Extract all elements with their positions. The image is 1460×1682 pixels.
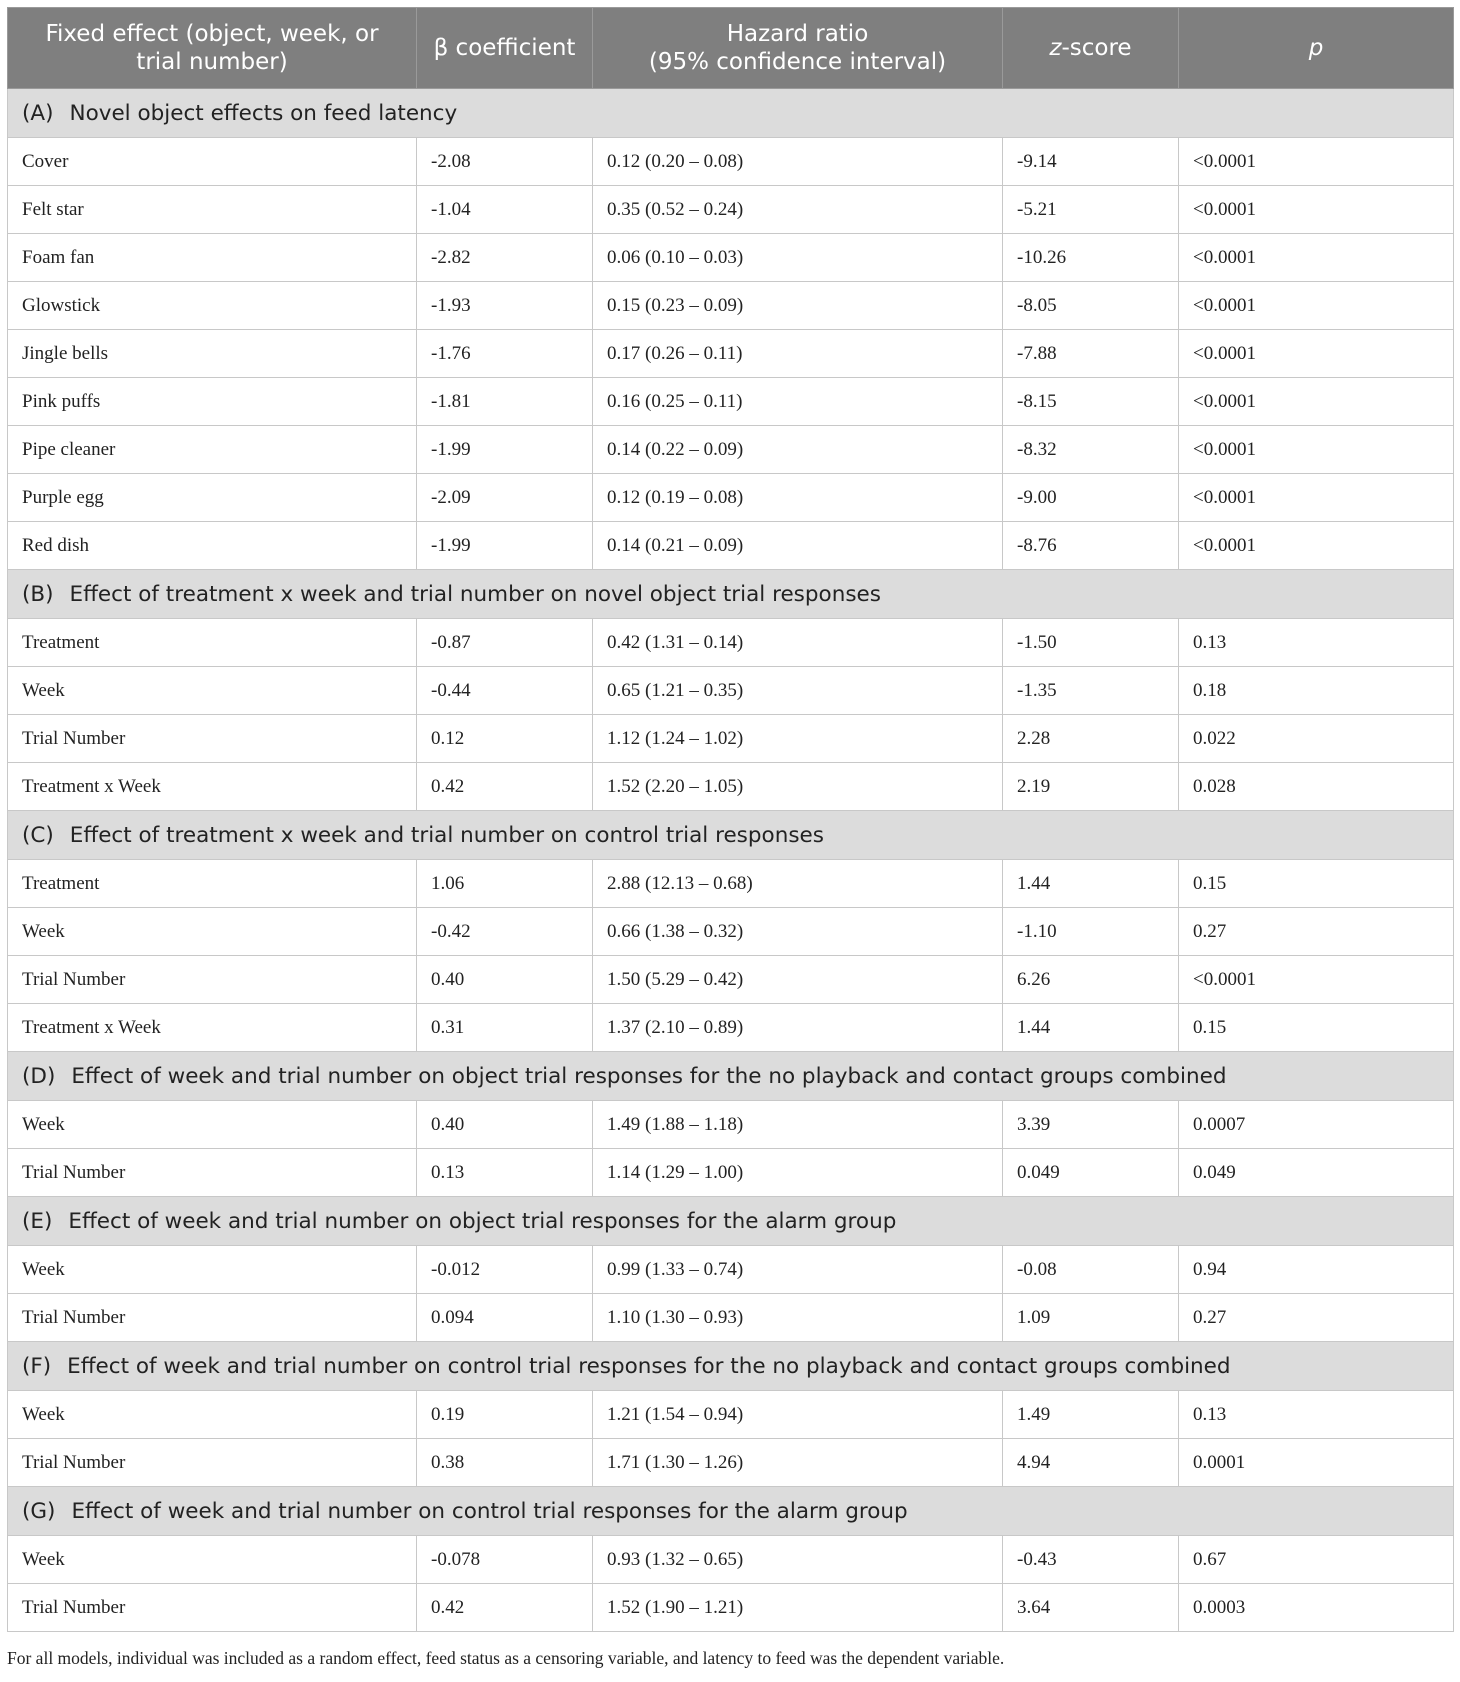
beta-cell: -1.04 [417,186,593,234]
section-heading [8,1487,1454,1536]
table-row [8,908,1454,956]
hazard-ratio-cell: 1.52 (2.20 – 1.05) [593,763,1003,811]
z-score-cell: 3.39 [1003,1101,1179,1149]
section-heading [8,570,1454,619]
table-row [8,474,1454,522]
beta-cell: 0.42 [417,763,593,811]
p-value-cell: <0.0001 [1179,426,1454,474]
hazard-ratio-cell: 0.35 (0.52 – 0.24) [593,186,1003,234]
table-row [8,619,1454,667]
table-row [8,1004,1454,1052]
p-value-cell: 0.27 [1179,908,1454,956]
section-title: Effect of week and trial number on control trial responses for the alarm group [71,1498,908,1524]
section-heading [8,811,1454,860]
hazard-ratio-cell: 1.21 (1.54 – 0.94) [593,1391,1003,1439]
hazard-ratio-cell: 1.14 (1.29 – 1.00) [593,1149,1003,1197]
beta-cell: 0.13 [417,1149,593,1197]
fixed-effect-cell: Purple egg [8,474,417,522]
fixed-effect-cell: Week [8,1246,417,1294]
beta-cell: -0.44 [417,667,593,715]
hazard-ratio-cell: 0.12 (0.20 – 0.08) [593,138,1003,186]
fixed-effect-header: Fixed effect (object, week, or trial number) [8,8,417,89]
hazard-ratio-cell: 0.17 (0.26 – 0.11) [593,330,1003,378]
p-value-cell: 0.0003 [1179,1584,1454,1632]
section-title: Effect of week and trial number on control trial responses for the no playback and contact groups combined [67,1353,1231,1379]
p-value-cell: 0.67 [1179,1536,1454,1584]
p-value-cell: 0.94 [1179,1246,1454,1294]
fixed-effect-cell: Treatment [8,860,417,908]
fixed-effect-cell: Treatment x Week [8,1004,417,1052]
z-score-cell: 0.049 [1003,1149,1179,1197]
table-row [8,234,1454,282]
fixed-effect-cell: Week [8,1391,417,1439]
table-row [8,1294,1454,1342]
table-row [8,1439,1454,1487]
table-footnote: For all models, individual was included as a random effect, feed status as a censoring variable, and latency to feed was the dependent variable. [7,1648,1005,1668]
section-letter: (C) [22,822,54,848]
fixed-effect-cell: Cover [8,138,417,186]
section-row [8,89,1454,138]
table-row [8,186,1454,234]
z-score-cell: 3.64 [1003,1584,1179,1632]
hazard-ratio-header: Hazard ratio (95% confidence interval) [593,8,1003,89]
z-score-cell: 2.19 [1003,763,1179,811]
fixed-effect-cell: Trial Number [8,715,417,763]
section-title: Effect of week and trial number on object trial responses for the alarm group [68,1208,897,1234]
z-score-cell: -10.26 [1003,234,1179,282]
p-value-cell: <0.0001 [1179,956,1454,1004]
section-heading [8,89,1454,138]
p-value-cell: <0.0001 [1179,522,1454,570]
p-value-cell: 0.022 [1179,715,1454,763]
table-body [8,89,1454,1632]
hazard-ratio-cell: 0.42 (1.31 – 0.14) [593,619,1003,667]
beta-cell: -0.012 [417,1246,593,1294]
p-value-cell: <0.0001 [1179,378,1454,426]
p-value-cell: 0.27 [1179,1294,1454,1342]
section-letter: (G) [22,1498,56,1524]
hazard-ratio-cell: 0.65 (1.21 – 0.35) [593,667,1003,715]
p-value-cell: <0.0001 [1179,282,1454,330]
table-row [8,378,1454,426]
z-score-cell: 1.44 [1003,860,1179,908]
p-value-cell: 0.18 [1179,667,1454,715]
table-row [8,715,1454,763]
z-score-cell: -8.05 [1003,282,1179,330]
beta-cell: -1.99 [417,522,593,570]
section-heading [8,1342,1454,1391]
beta-cell: -2.09 [417,474,593,522]
beta-cell: 0.094 [417,1294,593,1342]
beta-cell: -2.82 [417,234,593,282]
fixed-effect-cell: Trial Number [8,1584,417,1632]
section-title: Effect of treatment x week and trial number on control trial responses [69,822,824,848]
p-value-cell: <0.0001 [1179,186,1454,234]
fixed-effect-cell: Jingle bells [8,330,417,378]
table-row [8,1149,1454,1197]
hazard-ratio-cell: 0.14 (0.22 – 0.09) [593,426,1003,474]
section-letter: (F) [22,1353,52,1379]
z-score-cell: -0.43 [1003,1536,1179,1584]
section-letter: (B) [22,581,54,607]
table-row [8,956,1454,1004]
hazard-ratio-cell: 2.88 (12.13 – 0.68) [593,860,1003,908]
z-score-cell: -1.50 [1003,619,1179,667]
hazard-ratio-cell: 1.52 (1.90 – 1.21) [593,1584,1003,1632]
hazard-ratio-cell: 0.16 (0.25 – 0.11) [593,378,1003,426]
table-row [8,1584,1454,1632]
z-score-cell: 1.44 [1003,1004,1179,1052]
hazard-ratio-cell: 1.71 (1.30 – 1.26) [593,1439,1003,1487]
p-value-cell: <0.0001 [1179,234,1454,282]
fixed-effect-cell: Week [8,667,417,715]
beta-cell: 0.19 [417,1391,593,1439]
hazard-ratio-cell: 1.49 (1.88 – 1.18) [593,1101,1003,1149]
section-letter: (A) [22,100,54,126]
hazard-ratio-cell: 1.10 (1.30 – 0.93) [593,1294,1003,1342]
fixed-effect-cell: Pink puffs [8,378,417,426]
beta-cell: -1.76 [417,330,593,378]
fixed-effect-cell: Pipe cleaner [8,426,417,474]
hazard-ratio-cell: 0.93 (1.32 – 0.65) [593,1536,1003,1584]
beta-cell: 0.38 [417,1439,593,1487]
section-row [8,811,1454,860]
beta-cell: -0.87 [417,619,593,667]
fixed-effect-cell: Treatment [8,619,417,667]
fixed-effect-cell: Week [8,908,417,956]
section-row [8,1342,1454,1391]
section-title: Effect of week and trial number on object trial responses for the no playback and contact groups combined [71,1063,1227,1089]
beta-cell: -1.99 [417,426,593,474]
fixed-effect-cell: Glowstick [8,282,417,330]
section-title: Novel object effects on feed latency [69,100,458,126]
beta-cell: -1.81 [417,378,593,426]
table-row [8,1101,1454,1149]
section-heading [8,1052,1454,1101]
results-table [7,7,1454,1632]
section-letter: (E) [22,1208,53,1234]
beta-header: β coefficient [417,8,593,89]
table-row [8,282,1454,330]
table-row [8,860,1454,908]
beta-cell: -2.08 [417,138,593,186]
z-score-cell: 2.28 [1003,715,1179,763]
z-score-cell: 1.09 [1003,1294,1179,1342]
table-row [8,1246,1454,1294]
header-row [8,8,1454,89]
fixed-effect-cell: Week [8,1536,417,1584]
p-value-cell: 0.0007 [1179,1101,1454,1149]
fixed-effect-cell: Week [8,1101,417,1149]
table-header [8,8,1454,89]
fixed-effect-cell: Foam fan [8,234,417,282]
table-row [8,667,1454,715]
beta-cell: 1.06 [417,860,593,908]
z-score-cell: -1.35 [1003,667,1179,715]
hazard-ratio-cell: 0.99 (1.33 – 0.74) [593,1246,1003,1294]
fixed-effect-cell: Trial Number [8,1149,417,1197]
p-value-cell: <0.0001 [1179,474,1454,522]
table-row [8,763,1454,811]
z-score-header: z-score [1003,8,1179,89]
section-row [8,1487,1454,1536]
fixed-effect-cell: Trial Number [8,1294,417,1342]
hazard-ratio-cell: 0.14 (0.21 – 0.09) [593,522,1003,570]
p-value-header: p [1179,8,1454,89]
hazard-ratio-cell: 1.12 (1.24 – 1.02) [593,715,1003,763]
beta-cell: -0.078 [417,1536,593,1584]
beta-cell: 0.40 [417,1101,593,1149]
p-value-cell: 0.15 [1179,860,1454,908]
beta-cell: -1.93 [417,282,593,330]
z-score-cell: -8.15 [1003,378,1179,426]
beta-cell: -0.42 [417,908,593,956]
hazard-ratio-cell: 1.37 (2.10 – 0.89) [593,1004,1003,1052]
hazard-ratio-cell: 0.06 (0.10 – 0.03) [593,234,1003,282]
p-value-cell: 0.0001 [1179,1439,1454,1487]
table-row [8,138,1454,186]
z-score-cell: 1.49 [1003,1391,1179,1439]
beta-cell: 0.42 [417,1584,593,1632]
z-score-cell: -8.32 [1003,426,1179,474]
fixed-effect-cell: Treatment x Week [8,763,417,811]
z-score-cell: -0.08 [1003,1246,1179,1294]
p-value-cell: 0.028 [1179,763,1454,811]
z-score-cell: -8.76 [1003,522,1179,570]
section-title: Effect of treatment x week and trial number on novel object trial responses [69,581,881,607]
z-score-cell: -9.14 [1003,138,1179,186]
z-score-cell: -9.00 [1003,474,1179,522]
beta-cell: 0.40 [417,956,593,1004]
fixed-effect-cell: Felt star [8,186,417,234]
z-score-cell: 6.26 [1003,956,1179,1004]
section-heading [8,1197,1454,1246]
section-row [8,1197,1454,1246]
section-row [8,1052,1454,1101]
section-row [8,570,1454,619]
p-value-cell: <0.0001 [1179,330,1454,378]
fixed-effect-cell: Red dish [8,522,417,570]
section-letter: (D) [22,1063,56,1089]
beta-cell: 0.12 [417,715,593,763]
hazard-ratio-cell: 0.66 (1.38 – 0.32) [593,908,1003,956]
z-score-cell: 4.94 [1003,1439,1179,1487]
hazard-ratio-cell: 1.50 (5.29 – 0.42) [593,956,1003,1004]
z-score-cell: -5.21 [1003,186,1179,234]
fixed-effect-cell: Trial Number [8,1439,417,1487]
beta-cell: 0.31 [417,1004,593,1052]
hazard-ratio-cell: 0.15 (0.23 – 0.09) [593,282,1003,330]
table-row [8,330,1454,378]
table-row [8,1391,1454,1439]
p-value-cell: 0.049 [1179,1149,1454,1197]
z-score-cell: -7.88 [1003,330,1179,378]
table-row [8,426,1454,474]
table-row [8,1536,1454,1584]
hazard-ratio-cell: 0.12 (0.19 – 0.08) [593,474,1003,522]
fixed-effect-cell: Trial Number [8,956,417,1004]
p-value-cell: 0.13 [1179,1391,1454,1439]
z-score-cell: -1.10 [1003,908,1179,956]
p-value-cell: 0.13 [1179,619,1454,667]
p-value-cell: <0.0001 [1179,138,1454,186]
p-value-cell: 0.15 [1179,1004,1454,1052]
table-row [8,522,1454,570]
